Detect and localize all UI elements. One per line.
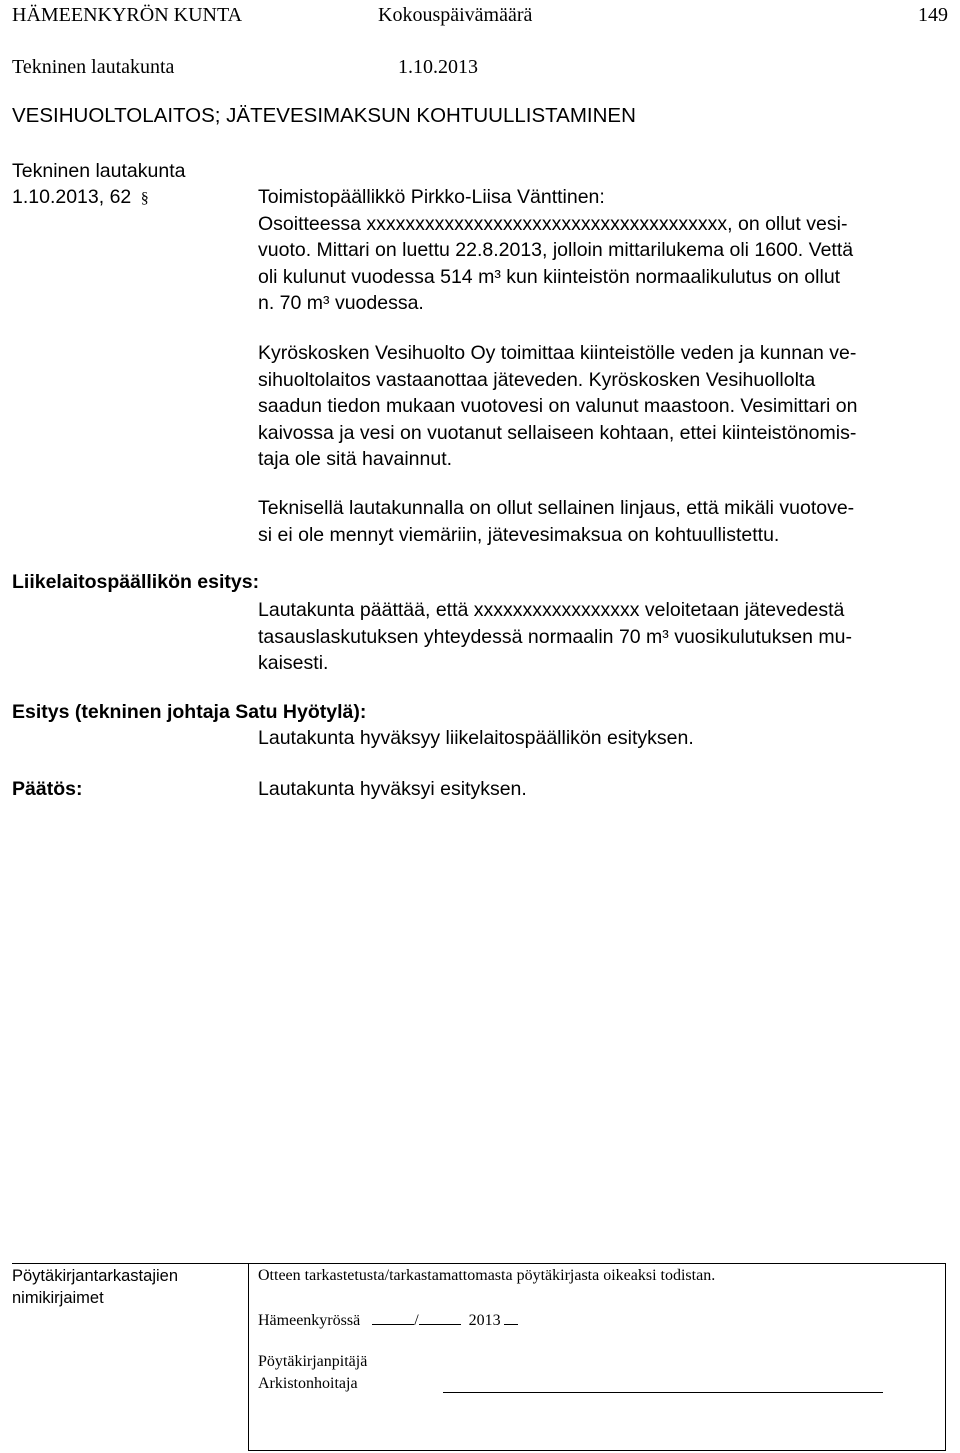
section-sign: § xyxy=(140,190,149,207)
paragraph-line: n. 70 m³ vuodessa. xyxy=(258,292,424,314)
paragraph-line: Osoitteessa xxxxxxxxxxxxxxxxxxxxxxxxxxxxxxxxxxxxx, on ollut vesi- xyxy=(258,212,848,235)
role-archivist: Arkistonhoitaja xyxy=(258,1375,358,1392)
paragraph-line: vuoto. Mittari on luettu 22.8.2013, jolloin mittarilukema oli 1600. Vettä xyxy=(258,239,854,261)
initials-box xyxy=(12,1263,248,1452)
decision-text: Lautakunta hyväksyi esityksen. xyxy=(258,778,527,800)
paragraph-line: si ei ole mennyt viemäriin, jätevesimaksua on kohtuullistettu. xyxy=(258,523,780,546)
date-slash: / xyxy=(414,1312,419,1329)
page-number: 149 xyxy=(918,4,948,26)
paragraph-line: taja ole sitä havainnut. xyxy=(258,448,453,470)
month-blank xyxy=(419,1310,461,1325)
meeting-date: 1.10.2013 xyxy=(398,56,478,78)
day-blank xyxy=(372,1310,414,1325)
year-blank xyxy=(504,1310,518,1325)
paragraph-line: oli kulunut vuodessa 514 m³ kun kiinteistön normaalikulutus on ollut xyxy=(258,265,841,288)
esitys-text: Lautakunta hyväksyy liikelaitospäällikön esityksen. xyxy=(258,727,694,749)
document-type: Kokouspäivämäärä xyxy=(378,4,533,26)
initials-label-line1: Pöytäkirjantarkastajien xyxy=(12,1267,178,1285)
paragraph-line: Kyröskosken Vesihuolto Oy toimittaa kiinteistölle veden ja kunnan ve- xyxy=(258,342,857,364)
prior-committee: Tekninen lautakunta xyxy=(12,160,186,182)
paragraph-3 xyxy=(258,495,948,548)
paragraph-line: saadun tiedon mukaan vuotovesi on valunut maastoon. Vesimittari on xyxy=(258,395,858,417)
paragraph-2 xyxy=(258,340,948,473)
agenda-title: VESIHUOLTOLAITOS; JÄTEVESIMAKSUN KOHTUULLISTAMINEN xyxy=(12,104,636,127)
signature-line xyxy=(443,1392,883,1393)
proposal-line: kaisesti. xyxy=(258,652,329,674)
decision-heading: Päätös: xyxy=(12,778,83,800)
place-name: Hämeenkyrössä xyxy=(258,1312,361,1329)
certification-box xyxy=(248,1263,946,1451)
role-minutes-keeper: Pöytäkirjanpitäjä xyxy=(258,1353,368,1370)
prior-reference-text: 1.10.2013, 62 xyxy=(12,186,132,208)
municipality-name: HÄMEENKYRÖN KUNTA xyxy=(12,4,243,26)
certification-text: Otteen tarkastetusta/tarkastamattomasta pöytäkirjasta oikeaksi todistan. xyxy=(258,1267,716,1284)
proposal-line: Lautakunta päättää, että xxxxxxxxxxxxxxxxx veloitetaan jätevedestä xyxy=(258,599,845,621)
paragraph-line: kaivossa ja vesi on vuotanut sellaiseen kohtaan, ettei kiinteistönomis- xyxy=(258,421,857,444)
proposal-line: tasauslaskutuksen yhteydessä normaalin 70 m³ vuosikulutuksen mu- xyxy=(258,625,852,648)
proposal-heading: Liikelaitospäällikön esitys: xyxy=(12,571,260,593)
initials-label-line2: nimikirjaimet xyxy=(12,1289,104,1307)
paragraph-1 xyxy=(258,184,948,317)
committee-name: Tekninen lautakunta xyxy=(12,56,175,78)
paragraph-line: Toimistopäällikkö Pirkko-Liisa Vänttinen: xyxy=(258,186,605,208)
proposal-text xyxy=(258,597,948,677)
esitys-heading: Esitys (tekninen johtaja Satu Hyötylä): xyxy=(12,701,367,723)
signature-footer xyxy=(12,1263,946,1451)
paragraph-line: sihuoltolaitos vastaanottaa jäteveden. Kyröskosken Vesihuollolta xyxy=(258,368,816,391)
place-date-line xyxy=(258,1310,518,1330)
prior-reference xyxy=(12,184,149,212)
paragraph-line: Teknisellä lautakunnalla on ollut sellainen linjaus, että mikäli vuotove- xyxy=(258,497,855,519)
year-text: 2013 xyxy=(468,1312,501,1329)
